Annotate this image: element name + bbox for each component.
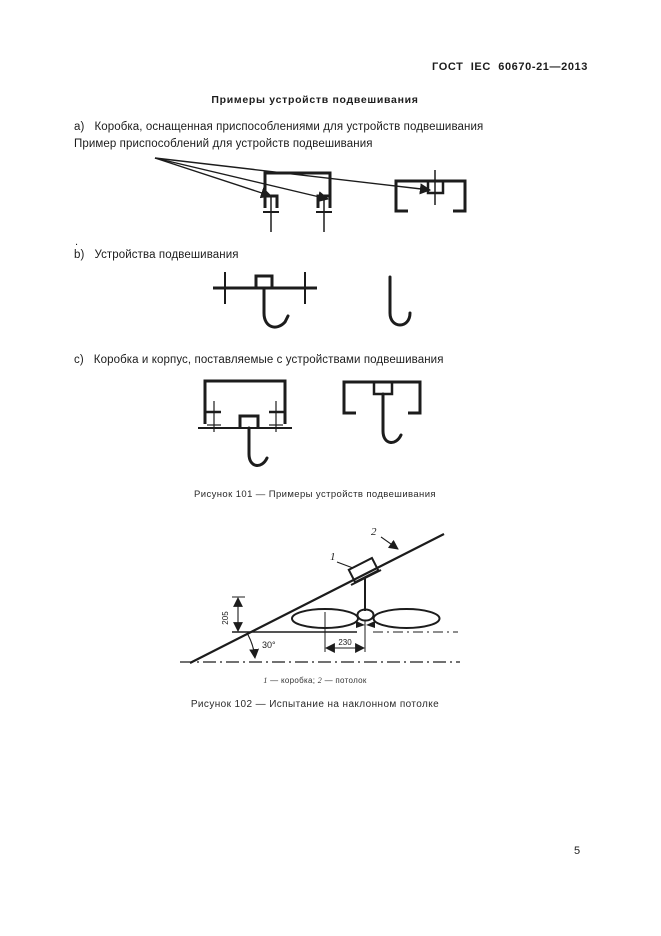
legend-key2-num: 2	[317, 676, 323, 685]
page-number: 5	[574, 845, 581, 857]
blade-mount-left	[356, 621, 365, 628]
page-title: Примеры устройств подвешивания	[211, 94, 419, 106]
angle-arc	[247, 633, 255, 658]
item-b-text: Устройства подвешивания	[94, 249, 239, 261]
width-dimension-value: 230	[338, 638, 352, 647]
figure102-caption: Рисунок 102 — Испытание на наклонном потолке	[190, 699, 440, 710]
figure102-legend	[0, 676, 630, 685]
legend-key1-num: 1	[263, 676, 268, 685]
stray-mark: .	[75, 236, 79, 248]
item-a-label: a)	[74, 121, 85, 133]
legend-key2-text: — потолок	[322, 676, 367, 685]
fan-hub	[358, 610, 374, 621]
callout-ceiling: 2	[371, 526, 377, 538]
figure101-drawing-b	[200, 265, 430, 350]
box-with-keyhole-slot	[396, 170, 465, 211]
list-item-c	[74, 352, 594, 369]
item-b-label: b)	[74, 249, 85, 261]
item-a-text: Коробка, оснащенная приспособлениями для устройств подвешивания	[94, 121, 484, 133]
angle-dimension: 30°	[262, 640, 276, 650]
blade-mount-right	[366, 621, 375, 628]
figure102-drawing	[170, 515, 470, 675]
pointer-arrows	[155, 158, 430, 199]
height-dimension-value: 205	[221, 611, 230, 625]
list-item-b	[74, 247, 594, 264]
box-with-brackets	[263, 173, 332, 232]
figure101-drawing-a	[130, 150, 480, 250]
hook-with-crossbar	[213, 272, 317, 327]
sloping-ceiling-line	[190, 534, 444, 663]
callout-box: 1	[330, 551, 336, 563]
legend-key1-text: — коробка;	[267, 676, 318, 685]
height-dimension	[221, 597, 245, 631]
document-header: ГОСТ IEC 60670-21—2013	[432, 61, 588, 73]
ceiling-fan	[292, 577, 440, 628]
fan-blade-right	[374, 609, 440, 628]
enclosure-with-hook	[344, 382, 420, 442]
figure101-caption: Рисунок 101 — Примеры устройств подвешивания	[194, 489, 436, 500]
list-item-a	[74, 119, 594, 153]
item-a-text2: Пример приспособлений для устройств подвешивания	[74, 138, 373, 150]
item-c-text: Коробка и корпус, поставляемые с устройствами подвешивания	[93, 354, 444, 366]
figure101-drawing-c	[190, 372, 435, 480]
box-with-hook-plate	[198, 381, 292, 465]
item-c-label: c)	[74, 354, 84, 366]
j-hook	[390, 277, 410, 325]
